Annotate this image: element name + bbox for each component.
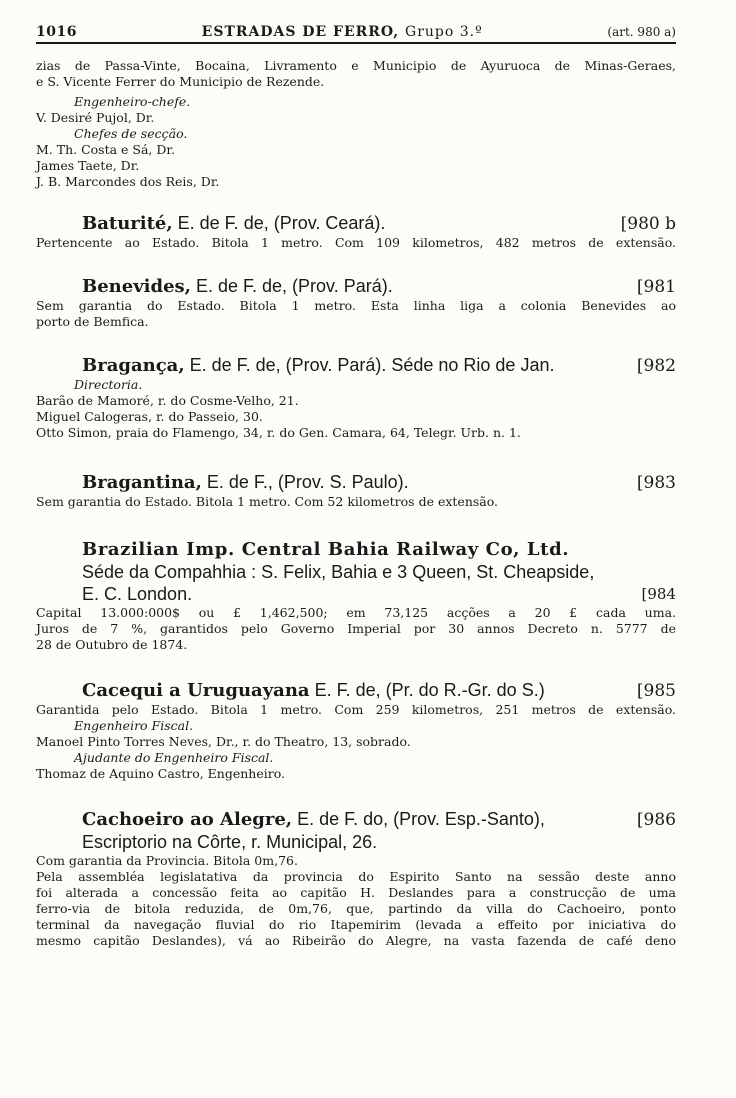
intro-line: e S. Vicente Ferrer do Municipio de Rezende. — [36, 74, 325, 89]
entry-subtitle-text: E. C. London. — [82, 584, 193, 604]
entry-line: Juros de 7 %, garantidos pelo Governo Imperial por 30 annos Decreto n. 5777 de — [36, 621, 676, 636]
entry-line: porto de Bemfica. — [36, 314, 149, 329]
entry-line: terminal da navegação fluvial do rio Itapemirim (levada a effeito por iniciativa do — [36, 917, 676, 932]
page-number: 1016 — [36, 24, 77, 40]
article-ref: (art. 980 a) — [607, 25, 676, 39]
entry-ref: [981 — [636, 277, 676, 297]
entry-baturite — [36, 212, 676, 251]
page — [36, 24, 676, 949]
staff-role: Directoria. — [74, 377, 143, 392]
entry-cacequi — [36, 679, 676, 782]
staff-name: V. Desiré Pujol, Dr. — [36, 110, 155, 125]
entry-desc: E. de F. de, (Prov. Pará). Séde no Rio de Jan. — [189, 355, 555, 375]
entry-line: Com garantia da Provincia. Bitola 0m,76. — [36, 853, 298, 868]
staff-name: James Taete, Dr. — [36, 158, 140, 173]
entry-line: ferro-via de bitola reduzida, de 0m,76, que, partindo da villa do Cachoeiro, ponto — [36, 901, 676, 916]
staff-name: M. Th. Costa e Sá, Dr. — [36, 142, 175, 157]
entry-name: Cacequi a Uruguayana — [82, 680, 310, 701]
entry-heading — [36, 354, 676, 377]
entry-subtitle-text: Séde da Compahhia : S. Felix, Bahia e 3 Queen, St. Cheapside, — [82, 562, 595, 582]
entry-line: Pela assembléa legislatativa da provincia do Espirito Santo na sessão deste anno — [36, 869, 676, 884]
entry-ref: [985 — [636, 681, 676, 701]
staff-role: Engenheiro Fiscal. — [74, 718, 194, 733]
entry-desc: E. de F. de, (Prov. Pará). — [195, 276, 393, 296]
running-title — [202, 24, 483, 40]
staff-role: Ajudante do Engenheiro Fiscal. — [74, 750, 274, 765]
entry-heading — [36, 808, 676, 831]
entry-brazilian-imp-central — [36, 538, 676, 653]
entry-line: Miguel Calogeras, r. do Passeio, 30. — [36, 409, 263, 424]
entry-desc: E. de F. de, (Prov. Ceará). — [177, 213, 386, 233]
staff-name: Manoel Pinto Torres Neves, Dr., r. do Theatro, 13, sobrado. — [36, 734, 411, 749]
entry-ref: [983 — [636, 473, 676, 493]
entry-line: Pertencente ao Estado. Bitola 1 metro. Com 109 kilometros, 482 metros de extensão. — [36, 235, 676, 250]
entry-name: Benevides, — [82, 276, 191, 297]
entry-bragantina — [36, 471, 676, 510]
intro-line: zias de Passa-Vinte, Bocaina, Livramento e Municipio de Ayuruoca de Minas-Geraes, — [36, 58, 676, 73]
running-title-main: ESTRADAS DE FERRO, — [201, 24, 400, 40]
entry-desc: E. de F., (Prov. S. Paulo). — [206, 472, 409, 492]
entry-heading — [36, 679, 676, 702]
entry-heading — [36, 471, 676, 494]
entry-heading — [36, 275, 676, 298]
entry-desc: E. F. de, (Pr. do R.-Gr. do S.) — [314, 680, 545, 700]
entry-name: Bragantina, — [82, 472, 202, 493]
entry-name: Brazilian Imp. Central Bahia Railway Co, Ltd. — [82, 539, 570, 560]
intro-section — [36, 58, 676, 190]
entry-ref: [986 — [636, 810, 676, 830]
entry-line: Garantida pelo Estado. Bitola 1 metro. Com 259 kilometros, 251 metros de extensão. — [36, 702, 676, 717]
entry-subtitle — [36, 561, 676, 583]
entry-name: Cachoeiro ao Alegre, — [82, 809, 293, 830]
entry-subtitle: Escriptorio na Côrte, r. Municipal, 26. — [82, 832, 378, 852]
staff-name: J. B. Marcondes dos Reis, Dr. — [36, 174, 220, 189]
staff-role: Chefes de secção. — [74, 126, 188, 141]
entry-subtitle — [36, 583, 676, 605]
staff-role: Engenheiro-chefe. — [74, 94, 191, 109]
entry-ref: [982 — [636, 356, 676, 376]
entry-line: foi alterada a concessão feita ao capitão H. Deslandes para a construcção de uma — [36, 885, 676, 900]
entry-name: Bragança, — [82, 355, 185, 376]
entry-cachoeiro — [36, 808, 676, 949]
entry-heading — [36, 538, 676, 561]
entry-line: Sem garantia do Estado. Bitola 1 metro. Esta linha liga a colonia Benevides ao — [36, 298, 676, 313]
entry-braganca — [36, 354, 676, 441]
staff-name: Thomaz de Aquino Castro, Engenheiro. — [36, 766, 286, 781]
entry-line: Barão de Mamoré, r. do Cosme-Velho, 21. — [36, 393, 299, 408]
entry-line: mesmo capitão Deslandes), vá ao Ribeirão do Alegre, na vasta fazenda de café deno — [36, 933, 676, 948]
entry-line: Capital 13.000:000$ ou £ 1,462,500; em 73,125 acções a 20 £ cada uma. — [36, 605, 676, 620]
entry-benevides — [36, 275, 676, 330]
entry-line: Otto Simon, praia do Flamengo, 34, r. do Gen. Camara, 64, Telegr. Urb. n. 1. — [36, 425, 521, 440]
entry-ref: [984 — [641, 585, 676, 603]
entry-heading — [36, 212, 676, 235]
running-header — [36, 24, 676, 44]
entry-line: Sem garantia do Estado. Bitola 1 metro. Com 52 kilometros de extensão. — [36, 494, 499, 509]
entry-name: Baturité, — [82, 213, 173, 234]
entry-ref: [980 b — [620, 214, 676, 234]
running-title-group: Grupo 3.º — [405, 24, 483, 40]
entry-line: 28 de Outubro de 1874. — [36, 637, 188, 652]
entry-desc: E. de F. do, (Prov. Esp.-Santo), — [297, 809, 545, 829]
